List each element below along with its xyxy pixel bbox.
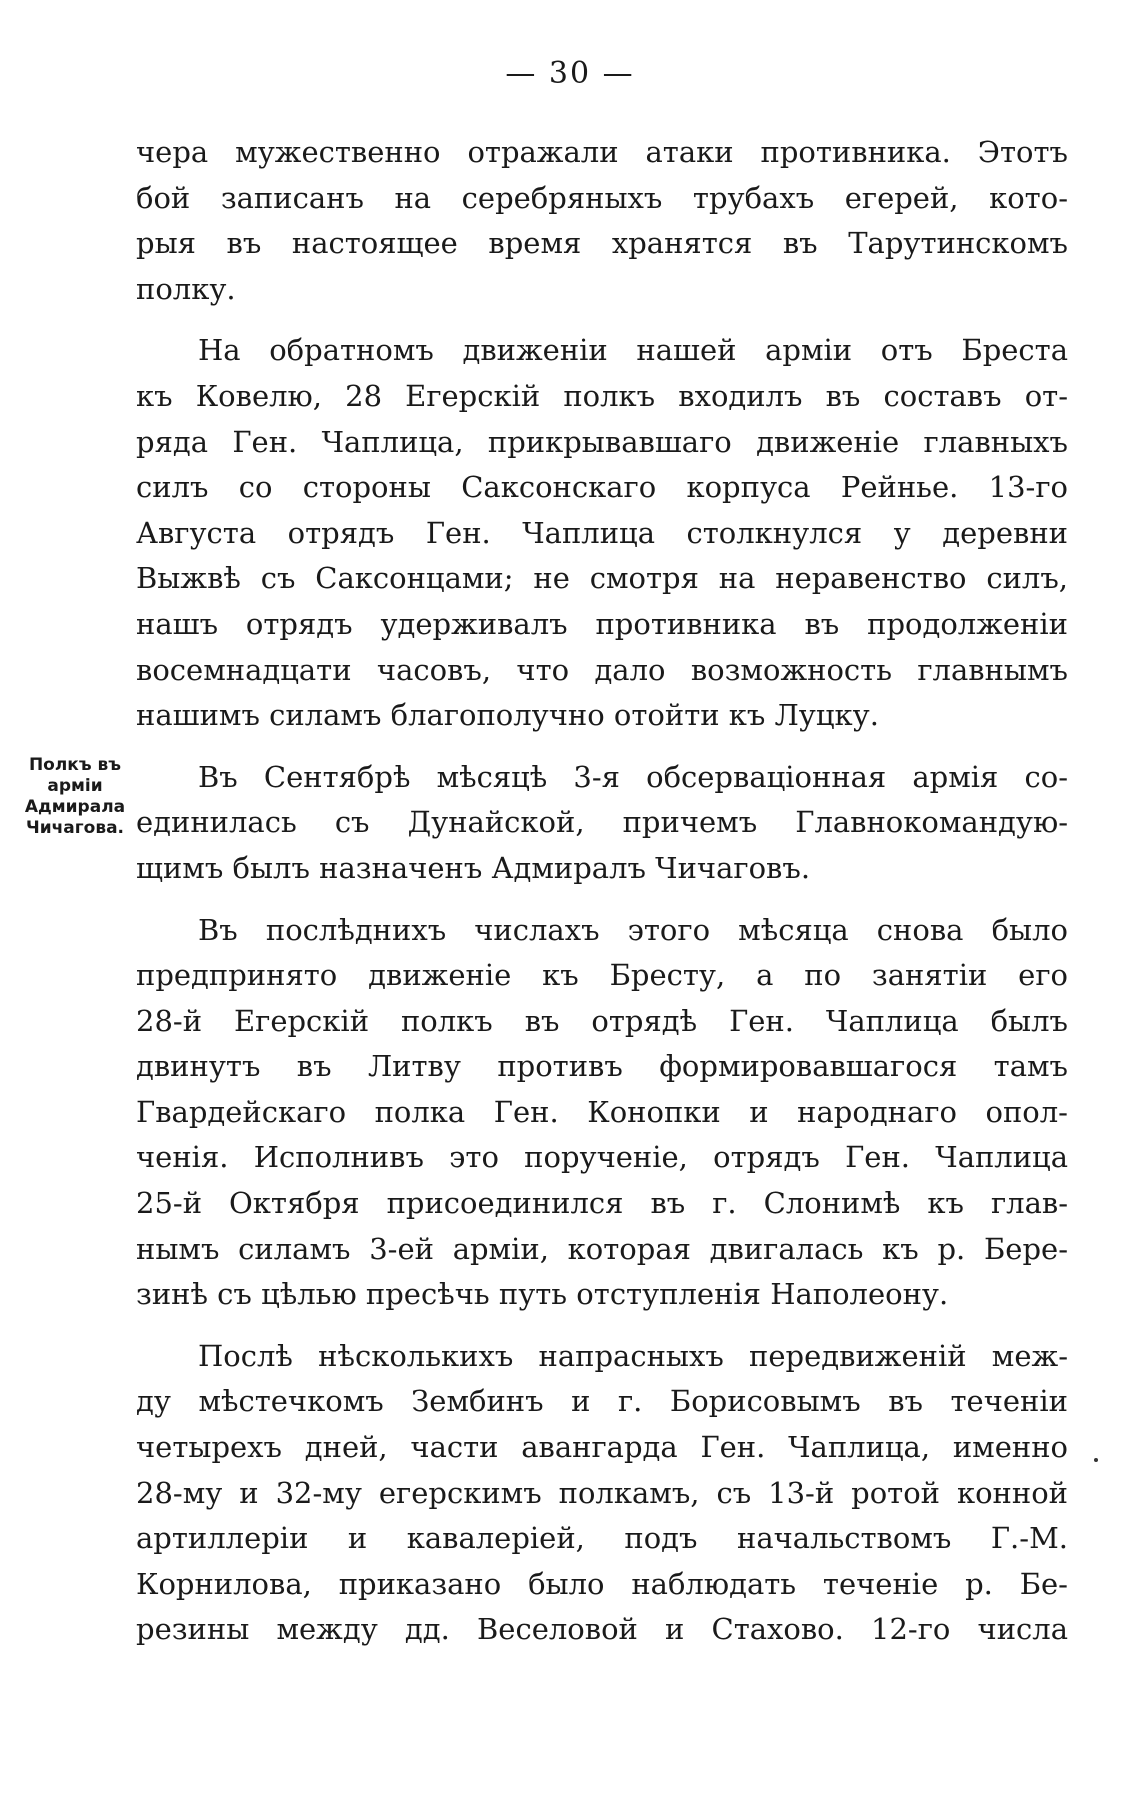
margin-note-line: арміи	[47, 776, 103, 796]
text-line: 25-й Октября присоединился въ г. Слонимѣ къ глав-	[136, 1186, 1068, 1221]
paragraph-2	[136, 328, 1068, 738]
body-text	[136, 130, 1068, 1653]
text-line: Въ послѣднихъ числахъ этого мѣсяца снова было	[198, 912, 1068, 947]
paragraph-3	[136, 755, 1068, 892]
print-speck	[1094, 1458, 1098, 1462]
text-line: къ Ковелю, 28 Егерскій полкъ входилъ въ составъ от-	[136, 378, 1068, 413]
text-line: Гвардейскаго полка Ген. Конопки и народнаго опол-	[136, 1094, 1068, 1129]
text-line: Послѣ нѣсколькихъ напрасныхъ передвиженій меж-	[198, 1338, 1068, 1373]
text-line: артиллеріи и кавалеріей, подъ начальствомъ Г.-М.	[136, 1521, 1068, 1556]
text-line: ду мѣстечкомъ Зембинъ и г. Борисовымъ въ теченіи	[136, 1384, 1068, 1419]
text-line: силъ со стороны Саксонскаго корпуса Рейнье. 13-го	[136, 470, 1068, 505]
margin-note	[6, 755, 144, 839]
text-line: двинутъ въ Литву противъ формировавшагося тамъ	[136, 1049, 1068, 1084]
text-line: полку.	[136, 271, 236, 306]
text-line: Корнилова, приказано было наблюдать теченіе р. Бе-	[136, 1566, 1068, 1601]
text-line: На обратномъ движеніи нашей арміи отъ Бреста	[198, 333, 1068, 368]
text-line: Выжвѣ съ Саксонцами; не смотря на неравенство силъ,	[136, 561, 1068, 596]
text-line: зинѣ съ цѣлью пресѣчь путь отступленія Наполеону.	[136, 1277, 949, 1312]
text-line: нашимъ силамъ благополучно отойти къ Луцку.	[136, 698, 879, 733]
text-line: щимъ былъ назначенъ Адмиралъ Чичаговъ.	[136, 850, 811, 885]
text-line: Въ Сентябрѣ мѣсяцѣ 3-я обсерваціонная армія со-	[198, 759, 1068, 794]
text-line: Августа отрядъ Ген. Чаплица столкнулся у деревни	[136, 515, 1068, 550]
text-line: чера мужественно отражали атаки противника. Этотъ	[136, 135, 1068, 169]
margin-note-line: Чичагова.	[25, 818, 125, 838]
text-line: 28-й Егерскій полкъ въ отрядѣ Ген. Чаплица былъ	[136, 1003, 1068, 1038]
paragraph-4	[136, 908, 1068, 1318]
text-line: четырехъ дней, части авангарда Ген. Чаплица, именно	[136, 1430, 1068, 1465]
text-line: единилась съ Дунайской, причемъ Главнокомандую-	[136, 805, 1068, 840]
text-line: резины между дд. Веселовой и Стахово. 12-го числа	[136, 1612, 1068, 1647]
text-line: рыя въ настоящее время хранятся въ Тарутинскомъ	[136, 226, 1068, 261]
text-line: бой записанъ на серебряныхъ трубахъ егерей, кото-	[136, 180, 1068, 215]
text-line: 28-му и 32-му егерскимъ полкамъ, съ 13-й ротой конной	[136, 1475, 1068, 1510]
margin-note-line: Адмирала	[24, 797, 126, 817]
paragraph-1	[136, 130, 1068, 312]
margin-note-line: Полкъ въ	[28, 755, 122, 775]
text-line: восемнадцати часовъ, что дало возможность главнымъ	[136, 652, 1068, 687]
text-line: нашъ отрядъ удерживалъ противника въ продолженіи	[136, 606, 1068, 641]
text-line: нымъ силамъ 3-ей арміи, которая двигалась къ р. Бере-	[136, 1231, 1068, 1266]
text-line: ряда Ген. Чаплица, прикрывавшаго движеніе главныхъ	[136, 424, 1068, 459]
page-number: — 30 —	[505, 56, 635, 91]
text-line: ченія. Исполнивъ это порученіе, отрядъ Ген. Чаплица	[136, 1140, 1068, 1175]
text-line: предпринято движеніе къ Бресту, а по занятіи его	[136, 958, 1068, 993]
paragraph-5	[136, 1334, 1068, 1653]
